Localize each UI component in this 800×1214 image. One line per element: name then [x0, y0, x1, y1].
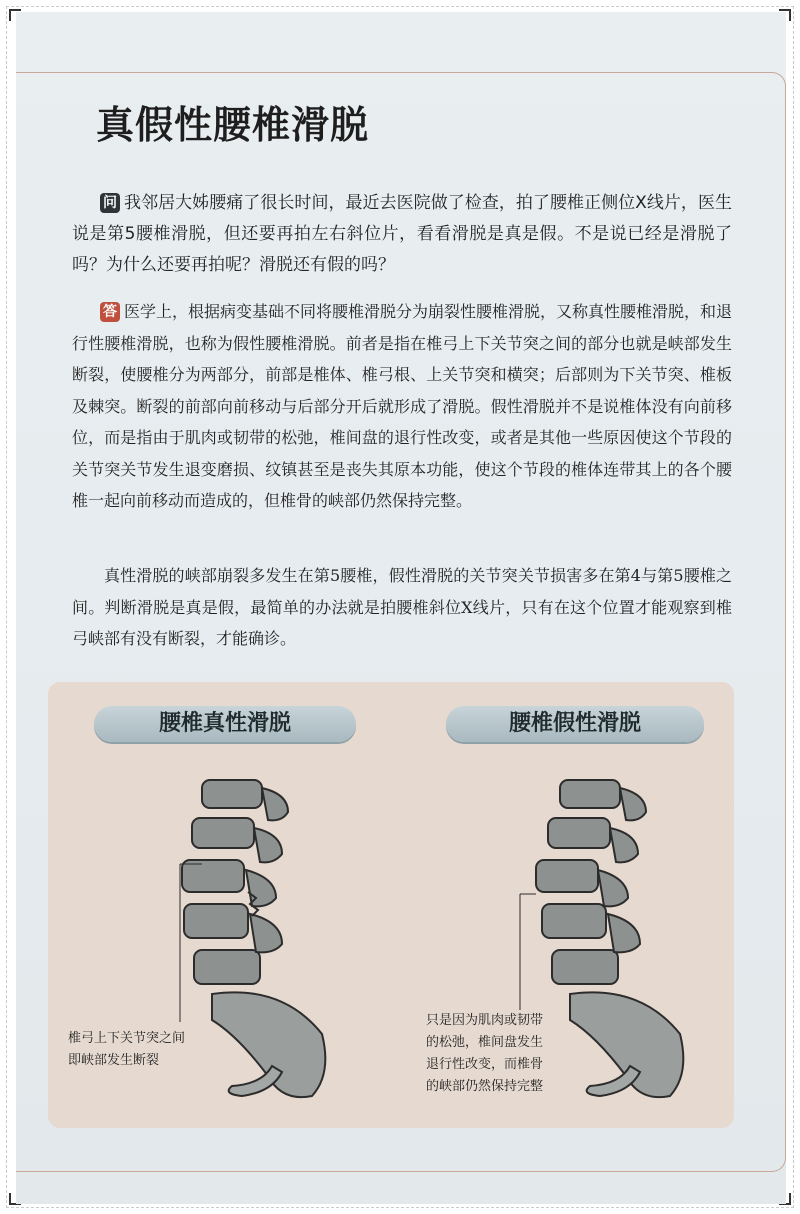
question-badge-icon: 问: [100, 193, 120, 213]
answer-text: 医学上，根据病变基础不同将腰椎滑脱分为崩裂性腰椎滑脱，又称真性腰椎滑脱，和退行性腰椎滑脱，也称为假性腰椎滑脱。前者是指在椎弓上下关节突之间的部分也就是峡部发生断裂，使腰椎分为两部分，前部是椎体、椎弓根、上关节突和横突；后部则为下关节突、椎板及棘突。断裂的前部向前移动与后部分开后就形成了滑脱。假性滑脱并不是说椎体没有向前移位，而是指由于肌肉或韧带的松弛，椎间盘的退行性改变，或者是其他一些原因使这个节段的关节突关节发生退变磨损、纹镇甚至是丧失其原本功能，使这个节段的椎体连带其上的各个腰椎一起向前移动而造成的，但椎骨的峡部仍然保持完整。: [72, 302, 733, 510]
caption-line: 退行性改变，而椎骨: [426, 1057, 544, 1072]
true-slip-caption: [68, 1028, 228, 1072]
question-paragraph: [72, 188, 732, 281]
true-slip-title: 腰椎真性滑脱: [94, 706, 356, 742]
false-slip-title: 腰椎假性滑脱: [446, 706, 704, 742]
caption-line: 只是因为肌肉或韧带: [426, 1013, 544, 1028]
page-title: 真假性腰椎滑脱: [96, 103, 370, 147]
caption-line: 椎弓上下关节突之间: [68, 1031, 186, 1046]
question-text: 我邻居大姊腰痛了很长时间，最近去医院做了检查，拍了腰椎正侧位X线片，医生说是第5腰椎滑脱，但还要再拍左右斜位片，看看滑脱是真是假。不是说已经是滑脱了吗？为什么还要再拍呢？滑脱还有假的吗？: [72, 193, 732, 275]
caption-line: 即峡部发生断裂: [68, 1053, 160, 1068]
answer-badge-icon: 答: [100, 302, 120, 322]
false-slip-caption: [426, 1010, 576, 1098]
caption-line: 的峡部仍然保持完整: [426, 1079, 544, 1094]
caption-line: 的松弛，椎间盘发生: [426, 1035, 544, 1050]
answer-paragraph: [72, 296, 732, 517]
answer-paragraph-2: 真性滑脱的峡部崩裂多发生在第5腰椎，假性滑脱的关节突关节损害多在第4与第5腰椎之间。判断滑脱是真是假，最简单的办法就是拍腰椎斜位X线片，只有在这个位置才能观察到椎弓峡部有没有断裂，才能确诊。: [72, 566, 732, 648]
illustration-panel: [48, 682, 734, 1128]
